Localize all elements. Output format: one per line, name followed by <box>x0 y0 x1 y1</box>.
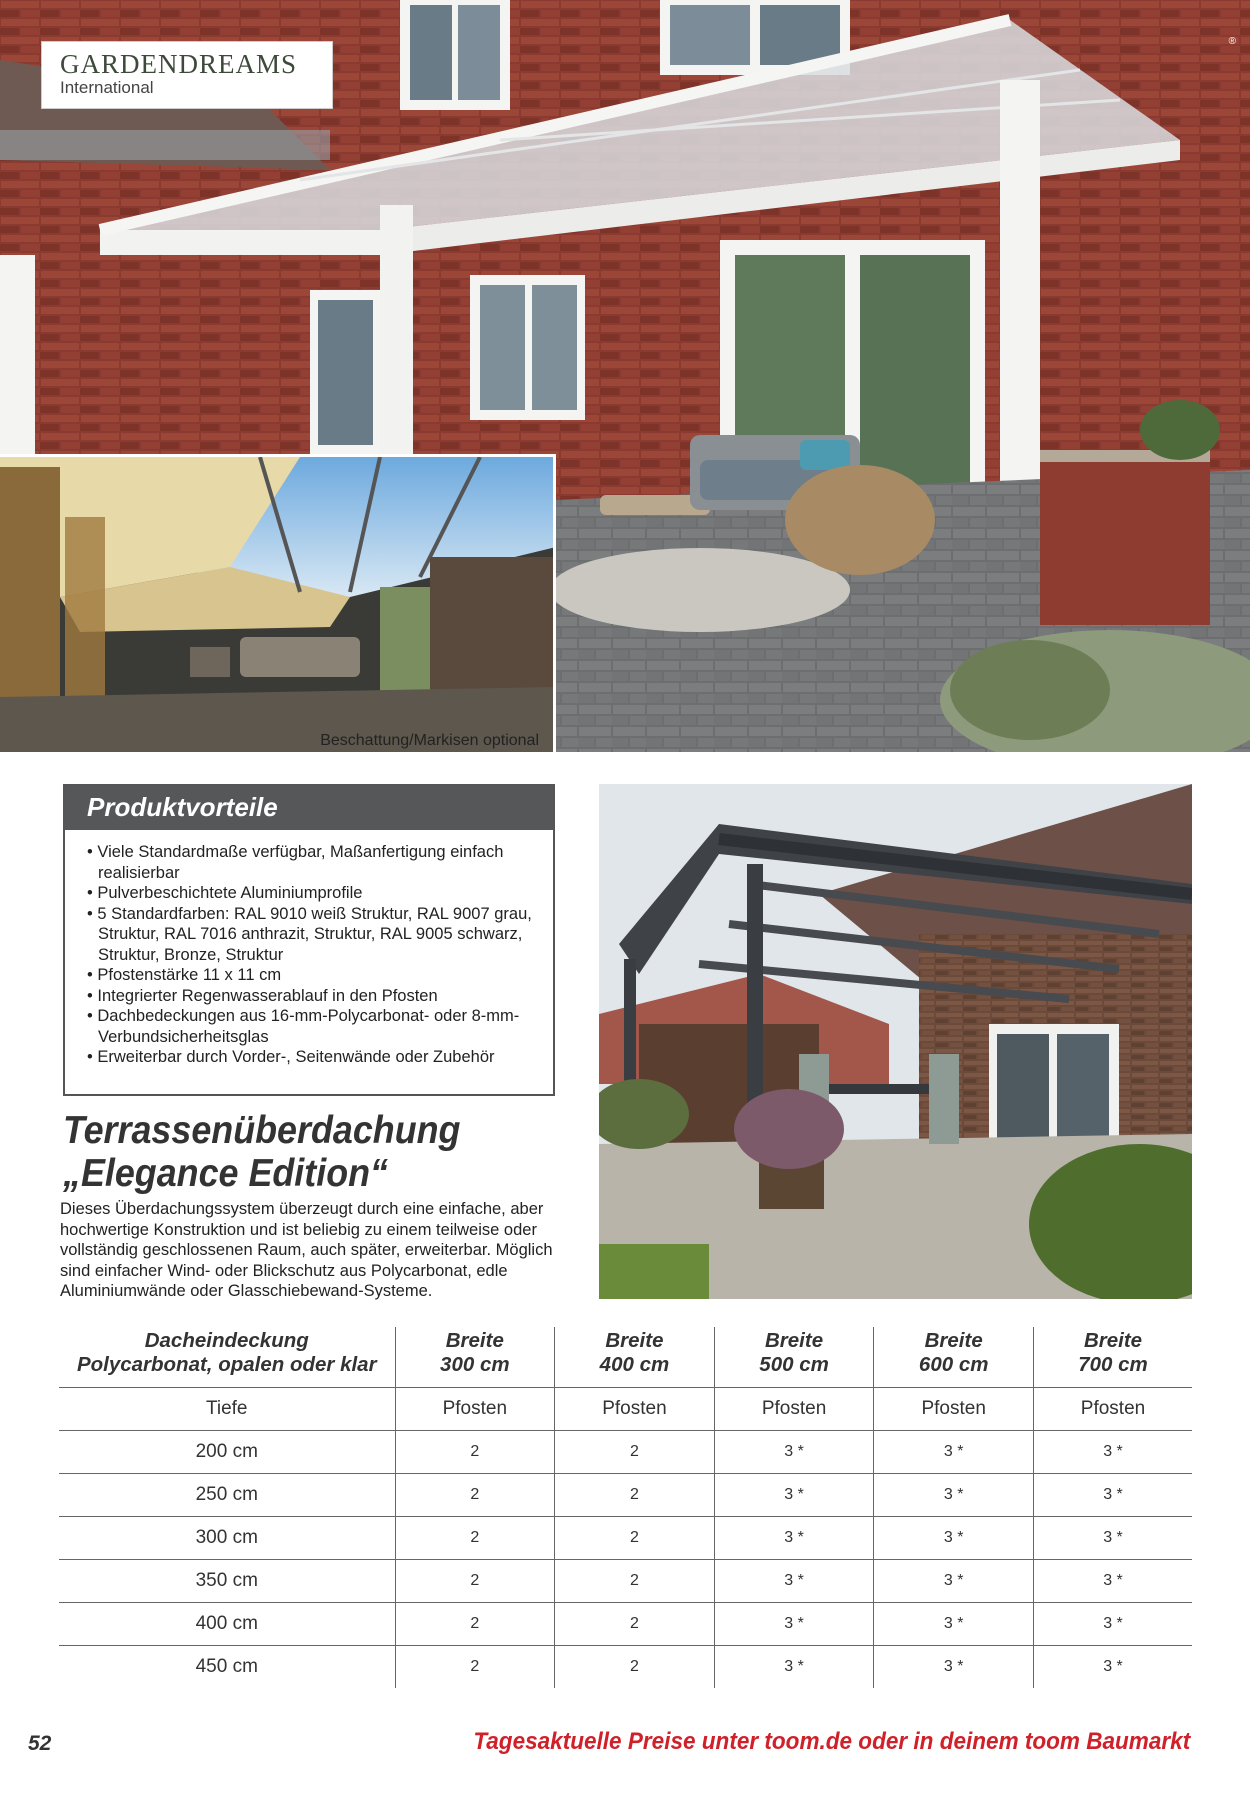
page-number: 52 <box>28 1732 52 1755</box>
table-cell: 3 * <box>1034 1602 1193 1645</box>
table-cell: 2 <box>555 1602 715 1645</box>
table-cell: 3 * <box>874 1645 1034 1688</box>
pfosten-label: Pfosten <box>555 1387 715 1430</box>
table-cell: 2 <box>395 1473 555 1516</box>
brand-logo <box>41 41 333 109</box>
column-header <box>714 1327 874 1387</box>
advantage-item: • Dachbedeckungen aus 16-mm-Polycarbonat- oder 8-mm-Verbundsicherheitsglas <box>87 1006 543 1047</box>
advantage-item: • Erweiterbar durch Vorder-, Seitenwände oder Zubehör <box>87 1047 543 1068</box>
table-row <box>59 1516 1192 1559</box>
column-header-line2: 700 cm <box>1078 1353 1148 1376</box>
table-cell: 2 <box>555 1559 715 1602</box>
table-row <box>59 1645 1192 1688</box>
product-photo <box>599 784 1192 1299</box>
post-table <box>59 1327 1192 1688</box>
table-cell: 2 <box>555 1645 715 1688</box>
tiefe-cell: 450 cm <box>59 1645 395 1688</box>
table-header-row <box>59 1327 1192 1387</box>
column-header-line1: Breite <box>924 1329 983 1352</box>
table-cell: 2 <box>555 1516 715 1559</box>
product-title-line1: Terrassenüberdachung <box>63 1109 461 1152</box>
inset-caption: Beschattung/Markisen optional <box>320 732 539 749</box>
tiefe-cell: 250 cm <box>59 1473 395 1516</box>
table-cell: 3 * <box>714 1645 874 1688</box>
table-cell: 3 * <box>1034 1645 1193 1688</box>
table-cell: 3 * <box>874 1559 1034 1602</box>
table-cell: 3 * <box>714 1516 874 1559</box>
table-cell: 3 * <box>714 1473 874 1516</box>
pfosten-label: Pfosten <box>395 1387 555 1430</box>
column-header-line1: Breite <box>1083 1329 1143 1352</box>
column-header-line1: Breite <box>765 1329 824 1352</box>
table-cell: 3 * <box>1034 1430 1193 1473</box>
advantage-item: • 5 Standardfarben: RAL 9010 weiß Struktur, RAL 9007 grau, Struktur, RAL 7016 anthrazit, Struktur, RAL 9005 schwarz, Struktur, Bronze, Struktur <box>87 904 543 966</box>
table-cell: 2 <box>395 1559 555 1602</box>
table-cell: 3 * <box>874 1473 1034 1516</box>
advantages-header <box>65 786 553 830</box>
corner-line1: Dacheindeckung <box>144 1329 309 1352</box>
table-cell: 3 * <box>714 1602 874 1645</box>
column-header <box>555 1327 715 1387</box>
table-cell: 2 <box>395 1516 555 1559</box>
product-description: Dieses Überdachungssystem überzeugt durch eine einfache, aber hochwertige Konstruktion und ist beliebig zu einem teilweise oder vollständig geschlossenen Raum, auch später, erweiterbar. Möglich sind einfacher Wind- oder Blickschutz aus Polycarbonat, edle Aluminiumwände oder Glasschiebewand-Systeme. <box>60 1200 553 1300</box>
column-header-line1: Breite <box>605 1329 664 1352</box>
tiefe-cell: 400 cm <box>59 1602 395 1645</box>
tiefe-cell: 200 cm <box>59 1430 395 1473</box>
table-subheader-row <box>59 1387 1192 1430</box>
advantage-item: • Pulverbeschichtete Aluminiumprofile <box>87 883 543 904</box>
advantage-item: • Viele Standardmaße verfügbar, Maßanfertigung einfach realisierbar <box>87 842 543 883</box>
table-row <box>59 1602 1192 1645</box>
column-header-line2: 400 cm <box>599 1353 670 1376</box>
table-cell: 2 <box>555 1430 715 1473</box>
footer-note: Tagesaktuelle Preise unter toom.de oder in deinem toom Baumarkt <box>473 1728 1190 1755</box>
column-header-line2: 600 cm <box>918 1353 989 1376</box>
pfosten-label: Pfosten <box>874 1387 1034 1430</box>
hero-photo <box>0 0 1250 752</box>
table-cell: 3 * <box>874 1516 1034 1559</box>
table-cell: 3 * <box>874 1430 1034 1473</box>
tiefe-label: Tiefe <box>205 1397 248 1419</box>
column-header <box>874 1327 1034 1387</box>
trademark-mark: ® <box>1228 36 1236 47</box>
table-cell: 2 <box>395 1645 555 1688</box>
advantages-list <box>65 830 553 1068</box>
corner-line2: Polycarbonat, opalen oder klar <box>76 1353 377 1376</box>
brand-sub: International <box>60 78 154 97</box>
table-cell: 3 * <box>874 1602 1034 1645</box>
table-cell: 3 * <box>714 1430 874 1473</box>
column-header-line2: 300 cm <box>440 1353 510 1376</box>
product-title-line2: „Elegance Edition“ <box>63 1152 388 1195</box>
tiefe-cell: 300 cm <box>59 1516 395 1559</box>
table-row <box>59 1559 1192 1602</box>
column-header-line2: 500 cm <box>759 1353 829 1376</box>
tiefe-cell: 350 cm <box>59 1559 395 1602</box>
advantage-item: • Integrierter Regenwasserablauf in den Pfosten <box>87 986 543 1007</box>
product-advantages-box <box>63 784 555 1096</box>
table-cell: 3 * <box>1034 1473 1193 1516</box>
inset-photo <box>0 454 556 752</box>
table-cell: 3 * <box>1034 1516 1193 1559</box>
pfosten-label: Pfosten <box>714 1387 874 1430</box>
table-row <box>59 1430 1192 1473</box>
brand-name: GARDENDREAMS <box>60 49 298 79</box>
table-cell: 2 <box>395 1430 555 1473</box>
table-cell: 2 <box>395 1602 555 1645</box>
advantages-title: Produktvorteile <box>87 792 278 822</box>
table-row <box>59 1473 1192 1516</box>
product-title <box>63 1109 460 1195</box>
column-header-line1: Breite <box>445 1329 504 1352</box>
advantage-item: • Pfostenstärke 11 x 11 cm <box>87 965 543 986</box>
column-header <box>395 1327 555 1387</box>
table-cell: 3 * <box>1034 1559 1193 1602</box>
table-cell: 2 <box>555 1473 715 1516</box>
pfosten-label: Pfosten <box>1034 1387 1193 1430</box>
table-cell: 3 * <box>714 1559 874 1602</box>
column-header <box>1034 1327 1193 1387</box>
table-corner-header <box>59 1327 395 1387</box>
